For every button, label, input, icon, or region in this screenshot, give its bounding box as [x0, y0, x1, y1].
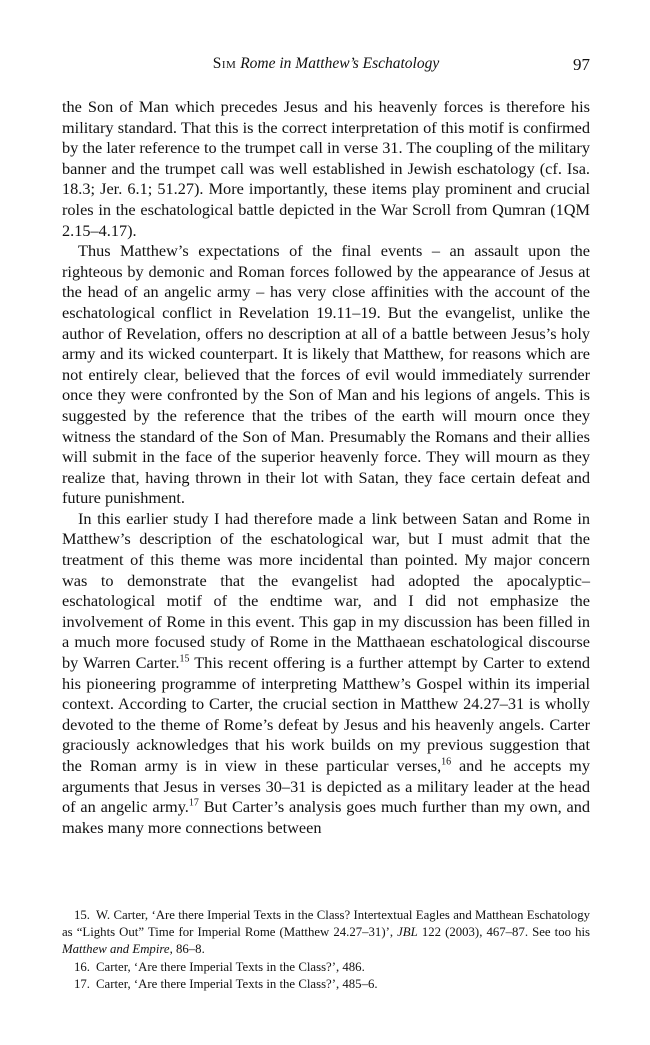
footnote-text: W. Carter, ‘Are there Imperial Texts in the Class? Intertextual Eagles and Matthean Eschatology as “Lights Out” Time for Imperial Rome (Matthew 24.27–31)’,: [62, 908, 590, 940]
running-head-title: Rome in Matthew’s Eschatology: [240, 55, 440, 72]
footnote-text: , 86–8.: [169, 942, 205, 957]
footnote-text: Carter, ‘Are there Imperial Texts in the Class?’, 485–6.: [96, 976, 378, 991]
page-header: [62, 55, 590, 79]
paragraph-3-part-4: But Carter’s analysis goes much further than my own, and makes many more connections between: [62, 797, 590, 837]
footnote-17: [62, 976, 590, 993]
footnote-text: 122 (2003), 467–87. See too his: [417, 925, 590, 940]
running-head-author: Sim: [212, 55, 237, 72]
paragraph-3-part-1: In this earlier study I had therefore made a link between Satan and Rome in Matthew’s description of the eschatological war, but I must admit that the treatment of this theme was more incidental than pointed. My major concern was to demonstrate that the evangelist had adopted the apocalyptic–eschatological motif of the endtime war, and I did not emphasize the involvement of Rome in this event. This gap in my discussion has been filled in a much more focused study of Rome in the Matthaean eschatological discourse by Warren Carter.: [62, 508, 590, 673]
footnote-ref-17: 17: [188, 797, 199, 809]
body-text: [62, 97, 590, 838]
footnote-number: 17.: [74, 976, 90, 991]
footnote-15: [62, 907, 590, 959]
paragraph-3-part-2: This recent offering is a further attempt by Carter to extend his pioneering programme of interpreting Matthew’s Gospel within its imperial context. According to Carter, the crucial section in Matthew 24.27–31 is wholly devoted to the theme of Rome’s defeat by Jesus and his heavenly angels. Carter graciously acknowledges that his work builds on my previous suggestion that the Roman army is in view in these particular verses,: [62, 653, 590, 775]
footnote-number: 15.: [74, 908, 90, 922]
footnote-number: 16.: [74, 959, 90, 974]
page-number: 97: [573, 55, 590, 74]
paragraph-3: [62, 509, 590, 839]
journal-title: JBL: [397, 925, 418, 940]
footnotes: [62, 907, 590, 993]
footnote-text: Carter, ‘Are there Imperial Texts in the Class?’, 486.: [96, 959, 365, 974]
running-head: [62, 55, 590, 73]
book-title: Matthew and Empire: [62, 942, 170, 957]
paragraph-2: Thus Matthew’s expectations of the final events – an assault upon the righteous by demonic and Roman forces followed by the appearance of Jesus at the head of an angelic army – has very close affinities with the account of the eschatological conflict in Revelation 19.11–19. But the evangelist, unlike the author of Revelation, offers no description at all of a battle between Jesus’s holy army and its wicked counterpart. It is likely that Matthew, for reasons which are not entirely clear, believed that the forces of evil would immediately surrender once they were confronted by the Son of Man and his legions of angels. This is suggested by the reference that the tribes of the earth will mourn once they witness the standard of the Son of Man. Presumably the Romans and their allies will submit in the face of the superior heavenly force. They will mourn as they realize that, having thrown in their lot with Satan, they face certain defeat and future punishment.: [62, 241, 590, 508]
footnote-ref-15: 15: [179, 653, 190, 665]
paragraph-3-part-3: and he accepts my arguments that Jesus in verses 30–31 is depicted as a military leader at the head of an angelic army.: [62, 756, 590, 817]
footnote-ref-16: 16: [441, 756, 452, 768]
paragraph-1: the Son of Man which precedes Jesus and his heavenly forces is therefore his military standard. That this is the correct interpretation of this motif is confirmed by the later reference to the trumpet call in verse 31. The coupling of the military banner and the trumpet call was well established in Jewish eschatology (cf. Isa. 18.3; Jer. 6.1; 51.27). More importantly, these items play prominent and crucial roles in the eschatological battle depicted in the War Scroll from Qumran (1QM 2.15–4.17).: [62, 97, 590, 240]
footnote-16: [62, 959, 590, 976]
